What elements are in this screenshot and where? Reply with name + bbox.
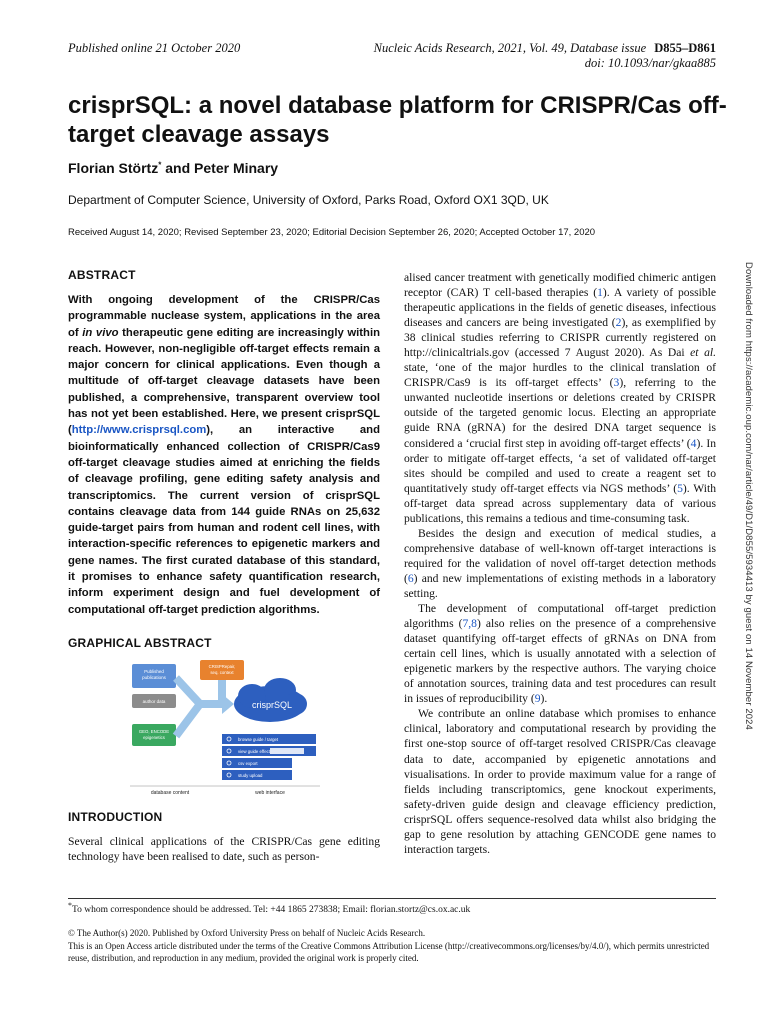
author-data-label: author data — [142, 698, 166, 704]
view-input — [270, 748, 304, 754]
abstract-text: With ongoing development of the CRISPR/Cas programmable nuclease system, applications in the area of in vivo therapeutic gene editing are increasingly within reach. However, non-negligible off-target effects remain a major concern for clinical applications. Even though a multitude of off-target cleavage datasets have been published, a comprehensive, transparent overview tool has not yet been established. Here, we present crisprSQL (http://www.crisprsql.com), an interactive and bioinformatically enhanced collection of CRISPR/Cas9 off-target cleavage studies aimed at enriching the fields of cleavage profiling, gene editing safety analysis and transcriptomics. The current version of crisprSQL contains cleavage data from 144 guide RNAs on 25,632 guide-target pairs from human and rodent cell lines, with interaction-specific references to epigenetic markers and gene names. The first curated database of this standard, it promises to enhance safety quantification research, inform experiment design and fuel development of computational off-target prediction algorithms. — [68, 294, 380, 616]
left-column — [68, 268, 380, 864]
published-date: Published online 21 October 2020 — [68, 41, 241, 55]
ref-9[interactable]: 9 — [534, 692, 541, 706]
paper-title: crisprSQL: a novel database platform for CRISPR/Cas off-target cleavage assays — [68, 92, 727, 148]
cloud-label: crisprSQL — [251, 699, 293, 710]
published-label: Published — [144, 668, 164, 674]
intro-paragraph-3: The development of computational off-target prediction algorithms (7,8) also relies on the presence of a comprehensive dataset quantifying off-target effects of gRNAs on DNA from certain cell lines, which is usually annotated with a selection of epigenetic markers by the respective authors. The varying choice of annotation sources, training data and test procedures can result in issues of reproducibility (9). — [404, 602, 716, 706]
crisprsql-link[interactable]: http://www.crisprsql.com — [71, 424, 207, 437]
ref-6[interactable]: 6 — [407, 571, 414, 585]
doi[interactable]: doi: 10.1093/nar/gkaa885 — [584, 56, 716, 70]
page-range: D855–D861 — [654, 41, 716, 55]
graphical-abstract-heading: GRAPHICAL ABSTRACT — [68, 635, 212, 650]
license-text: This is an Open Access article distributed under the terms of the Creative Commons Attribution License (http://creativecommons.org/licenses/by/4.0/), which permits unrestricted reuse, distribution, and reproduction in any medium, provided the original work is properly cited. — [68, 940, 710, 963]
epigenetics-label: epigenetics — [143, 734, 165, 740]
seq-context-label: seq. context — [210, 669, 234, 675]
intro-paragraph-1: alised cancer treatment with genetically modified chimeric antigen receptor (CAR) T cell-based therapies (1). A variety of possible therapeutic applications in the fields of genetic diseases, infectious diseases and cancers are being investigated (2), as exemplified by 38 clinical studies referring to CRISPR currently registered on http://clinicaltrials.gov (accessed 7 August 2020). As Dai et al. state, ‘one of the major hurdles to the clinical translation of CRISPR/Cas9 is its off-target effects’ (3), referring to the unwanted nucleotide insertions or deletions created by CRISPR outside of the targeted genomic locus. Electing an appropriate guide RNA (gRNA) for the desired DNA target sequence is considered a ‘crucial first step in avoiding off-target effects’ (4). In order to mitigate off-target effects, ‘a set of validated off-target sites should be compiled and used to create a reagent set to quantitatively study off-target effects via NGS methods’ (5). With off-target data spread across supplementary data of various publications, this remains a tedious and time-consuming task. — [404, 271, 717, 525]
geo-encode-label: GEO, ENCODE — [138, 728, 170, 734]
graphical-abstract — [130, 660, 320, 798]
ref-2[interactable]: 2 — [615, 316, 622, 330]
arrow-head — [222, 694, 234, 714]
author-rest: and Peter Minary — [161, 160, 279, 176]
ref-1[interactable]: 1 — [597, 286, 603, 300]
download-watermark: Downloaded from https://academic.oup.com/nar/article/49/D1/D855/5934413 by guest on 14 November 2024 — [743, 262, 754, 730]
correspondence-footnote: *To whom correspondence should be addressed. Tel: +44 1865 273838; Email: florian.stortz@cs.ox.ac.uk — [68, 901, 471, 916]
web-interface-label: web interface — [255, 789, 285, 796]
footnote-divider — [68, 898, 716, 899]
web-upload-label: study upload — [238, 772, 263, 778]
web-browse-label: browse guide / target — [238, 736, 279, 742]
web-export-label: csv export — [238, 760, 258, 766]
intro-paragraph-4: We contribute an online database which promises to enhance clinical, laboratory and computational research by providing the first one-stop source of off-target resolved CRISPR/Cas cleavage data to date, accompanied by epigenetic annotations and visualisations. In order to provide maximum value for a range of fields including transcriptomics, gene knockout experiments, safety-driven guide design and cleavage efficiency prediction, crisprSQL offers sequence-resolved data whilst also bridging the gap to gene resolution by attaching GENCODE gene names to interaction targets. — [404, 707, 716, 856]
merge-arrows — [176, 678, 224, 736]
journal-name: Nucleic Acids Research, 2021, Vol. 49, Database issue — [373, 41, 647, 55]
license-notice — [68, 927, 716, 965]
journal-citation — [374, 41, 716, 71]
ref-3[interactable]: 3 — [613, 376, 620, 390]
introduction-text: Several clinical applications of the CRISPR/Cas gene editing technology have been realised to date, such as person- — [68, 834, 380, 863]
ref-5[interactable]: 5 — [677, 481, 683, 495]
crisprepair-label: CRISPRepair, — [208, 663, 236, 669]
database-content-label: database content — [150, 789, 190, 796]
affiliation: Department of Computer Science, University of Oxford, Parks Road, Oxford OX1 3QD, UK — [68, 193, 549, 207]
intro-paragraph-2: Besides the design and execution of medical studies, a comprehensive database of well-known off-target interactions is required for the validation of novel off-target detection methods (6) and new implementations of existing methods in a laboratory setting. — [404, 526, 716, 600]
right-column — [404, 270, 716, 857]
abstract-heading: ABSTRACT — [68, 268, 136, 282]
ref-4[interactable]: 4 — [690, 436, 697, 450]
publications-label: publications — [142, 674, 166, 680]
submission-dates: Received August 14, 2020; Revised September 23, 2020; Editorial Decision September 26, 2020; Accepted October 17, 2020 — [68, 227, 596, 238]
web-view-label: view guide effect — [238, 748, 270, 754]
author-first: Florian Störtz — [68, 160, 159, 176]
corresponding-mark: * — [158, 160, 162, 170]
author-list — [68, 160, 278, 176]
graphical-abstract-figure — [130, 660, 320, 798]
introduction-heading: INTRODUCTION — [68, 809, 163, 824]
ref-7-8[interactable]: 7,8 — [462, 617, 477, 631]
copyright-line: © The Author(s) 2020. Published by Oxford University Press on behalf of Nucleic Acids Research. — [68, 928, 426, 938]
